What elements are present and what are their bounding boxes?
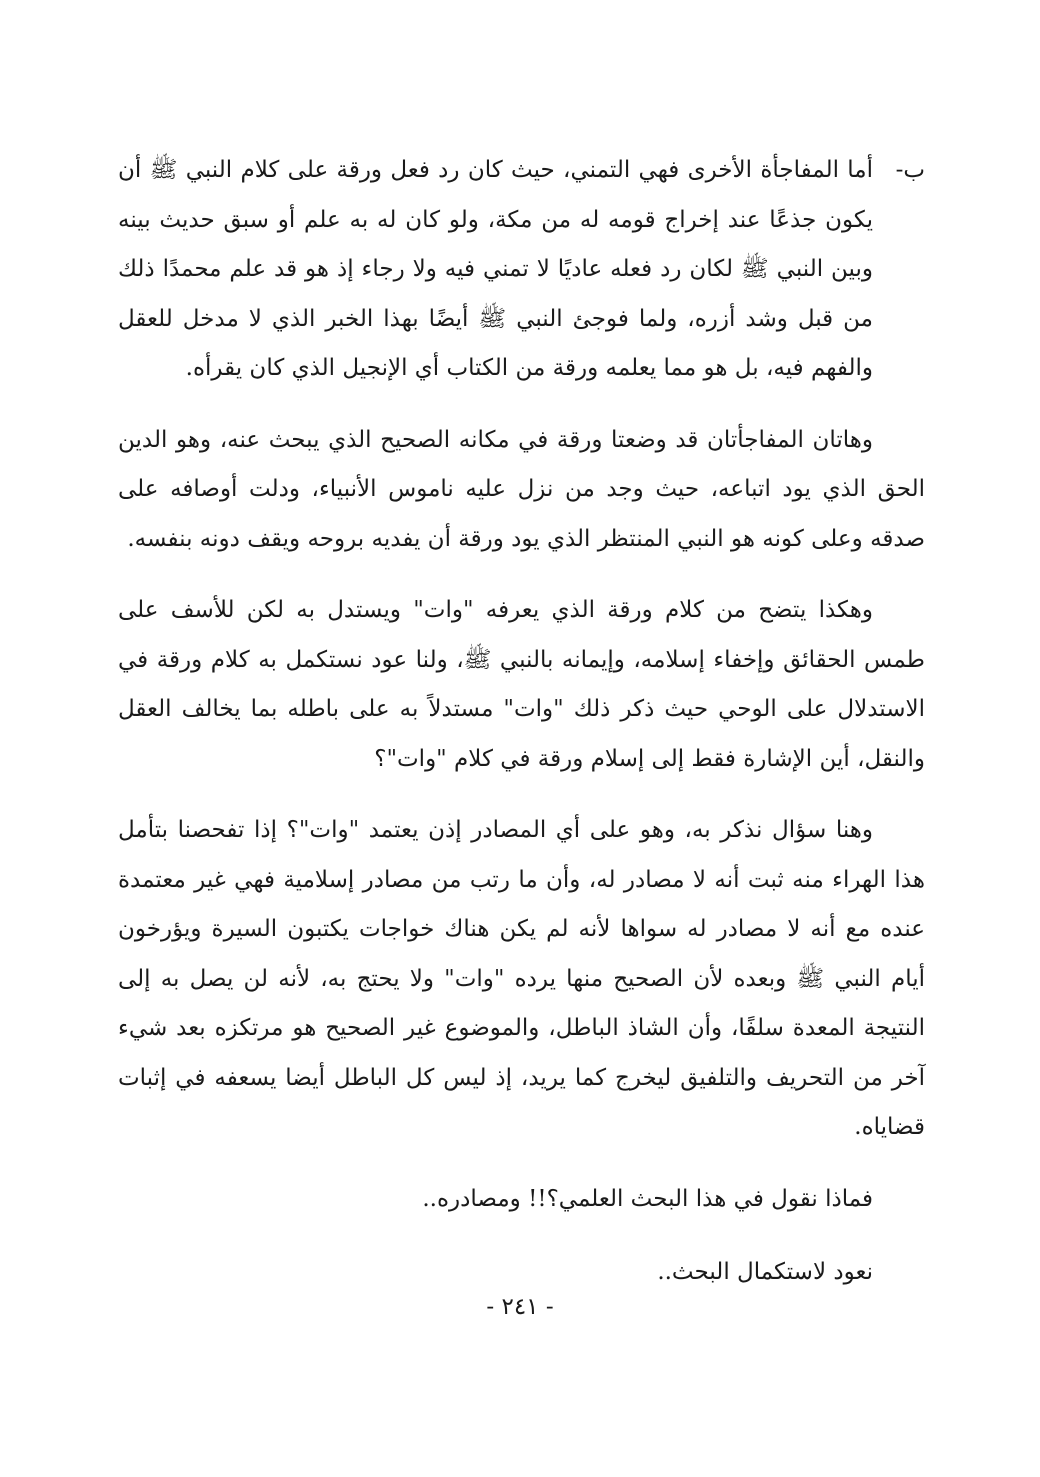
list-marker: ب- (895, 157, 925, 183)
page-body (118, 146, 925, 1322)
paragraph-sources-question: وهنا سؤال نذكر به، وهو على أي المصادر إذن يعتمد "وات"؟ إذا تفحصنا بتأمل هذا الهراء منه ثبت أنه لا مصادر له، وأن ما رتب من مصادر إسلامية فهي غير معتمدة عنده مع أنه لا مصادر له سواها لأنه لم يكن هناك خواجات يكتبون السيرة ويؤرخون أيام النبي ﷺ وبعده لأن الصحيح منها يرده "وات" ولا يحتج به، لأنه لن يصل به إلى النتيجة المعدة سلفًا، وأن الشاذ الباطل، والموضوع غير الصحيح هو مرتكزه بعد شيء آخر من التحريف والتلفيق ليخرج كما يريد، إذ ليس كل الباطل أيضا يسعفه في إثبات قضاياه. (118, 817, 925, 1140)
closing-question: فماذا نقول في هذا البحث العلمي؟!! ومصادره.. (422, 1185, 873, 1212)
closing-continue: نعود لاستكمال البحث.. (657, 1259, 873, 1285)
page-number: - ٢٤١ - (486, 1294, 554, 1320)
paragraph-waraqa-statement: وهكذا يتضح من كلام ورقة الذي يعرفه "وات" ويستدل به لكن للأسف على طمس الحقائق وإخفاء إسلامه، وإيمانه بالنبي ﷺ، ولنا عود نستكمل به كلام ورقة في الاستدلال على الوحي حيث ذكر ذلك "وات" مستدلاً به على باطله بما يخالف العقل والنقل، أين الإشارة فقط إلى إسلام ورقة في كلام "وات"؟ (118, 597, 925, 772)
paragraph-two-surprises: وهاتان المفاجأتان قد وضعتا ورقة في مكانه الصحيح الذي يبحث عنه، وهو الدين الحق الذي يود اتباعه، حيث وجد من نزل عليه ناموس الأنبياء، ودلت أوصافه على صدقه وعلى كونه هو النبي المنتظر الذي يود ورقة أن يفديه بروحه ويقف دونه بنفسه. (118, 426, 925, 552)
list-item-text: أما المفاجأة الأخرى فهي التمني، حيث كان رد فعل ورقة على كلام النبي ﷺ أن يكون جذعًا عند إخراج قومه له من مكة، ولو كان له به علم أو سبق حديث بينه وبين النبي ﷺ لكان رد فعله عاديًا لا تمني فيه ولا رجاء إذ هو قد علم محمدًا ذلك من قبل وشد أزره، ولما فوجئ النبي ﷺ أيضًا بهذا الخبر الذي لا مدخل للعقل والفهم فيه، بل هو مما يعلمه ورقة من الكتاب أي الإنجيل الذي كان يقرأه. (118, 157, 873, 381)
list-item-b (118, 146, 925, 394)
